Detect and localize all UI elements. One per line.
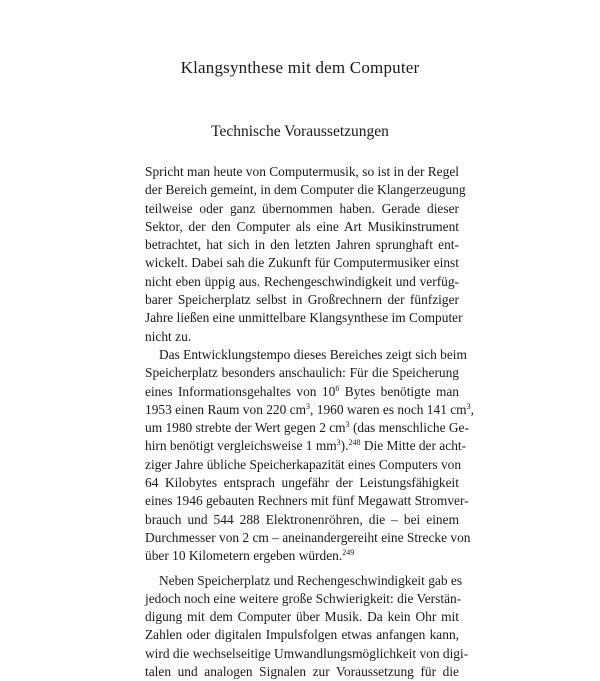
text-fragment: Bytes benötigte man [339,383,459,399]
text-line: Zahlen oder digitalen Impulsfolgen etwas anfangen kann, [145,627,459,643]
paragraph-2 [145,346,474,566]
text-line: Das Entwicklungstempo dieses Bereiches zeigt sich beim [159,346,467,362]
text-line: Sektor, der den Computer als eine Art Musikinstrument [145,218,459,234]
text-fragment: 1953 einen Raum von 220 cm [145,401,307,417]
text-line [145,419,469,437]
text-fragment: um 1980 strebte der Wert gegen 2 cm [145,420,346,436]
paragraph-3 [145,572,469,681]
text-line: teilweise oder ganz übernommen haben. Gerade dieser [145,200,459,216]
exponent: 3 [336,438,341,448]
text-line: Spricht man heute von Computermusik, so ist in der Regel [145,164,459,179]
text-line: talen und analogen Signalen zur Voraussetzung für die [145,664,459,680]
exponent: 3 [466,401,471,411]
text-fragment: , 1960 waren es noch 141 cm [310,401,467,417]
text-line [145,401,474,419]
paragraph-1 [145,163,466,346]
text-line: ziger Jahre übliche Speicherkapazität eines Computers von [145,456,462,472]
text-fragment: , [470,401,474,417]
text-line: nicht eben üppig aus. Rechengeschwindigkeit und verfüg- [145,273,459,289]
text-fragment: über 10 Kilometern ergeben würden. [145,548,343,564]
section-title: Technische Voraussetzungen [211,123,389,140]
text-line: Neben Speicherplatz und Rechengeschwindigkeit gab es [159,572,463,588]
text-line: Jahre ließen eine unmittelbare Klangsynthese im Computer [145,310,463,326]
text-fragment: eines Informationsgehaltes von 10 [145,383,336,399]
text-line: digung mit dem Computer über Musik. Da kein Ohr mit [145,609,459,625]
text-line: Speicherplatz besonders anschaulich: Für die Speicherung [145,365,459,381]
text-line: der Bereich gemeint, in dem Computer die Klangerzeugung [145,182,466,198]
footnote-ref: 248 [348,438,361,448]
text-line: brauch und 544 288 Elektronenröhren, die – bei einem [145,511,459,527]
text-fragment: Die Mitte der acht- [360,438,467,454]
text-fragment: ). [340,438,349,454]
text-fragment: (das menschliche Ge- [349,420,469,436]
text-line: wird die wechselseitige Umwandlungsmöglichkeit von digi- [145,645,469,661]
text-line [145,547,459,565]
exponent: 3 [306,401,311,411]
exponent: 6 [335,383,340,393]
text-line: 64 Kilobytes entsprach ungefähr der Leistungsfähigkeit [145,475,459,491]
text-line: wickelt. Dabei sah die Zukunft für Computermusiker einst [145,255,459,271]
text-line: betrachtet, hat sich in den letzten Jahren sprunghaft ent- [145,237,459,253]
text-line: eines 1946 gebauten Rechners mit fünf Megawatt Stromver- [145,493,469,509]
body-text [145,163,474,681]
exponent: 3 [345,420,350,430]
text-line: barer Speicherplatz selbst in Großrechnern der fünfziger [145,292,459,308]
text-line [145,383,459,401]
text-fragment: hirn benötigt vergleichsweise 1 mm [145,438,337,454]
text-line: Durchmesser von 2 cm – aneinandergereiht eine Strecke von [145,529,471,545]
text-line [145,437,467,455]
text-line: jedoch noch eine weitere große Schwierigkeit: die Verstän- [145,590,462,606]
footnote-ref: 249 [342,548,355,558]
text-line: nicht zu. [145,328,192,344]
chapter-title: Klangsynthese mit dem Computer [180,58,420,77]
